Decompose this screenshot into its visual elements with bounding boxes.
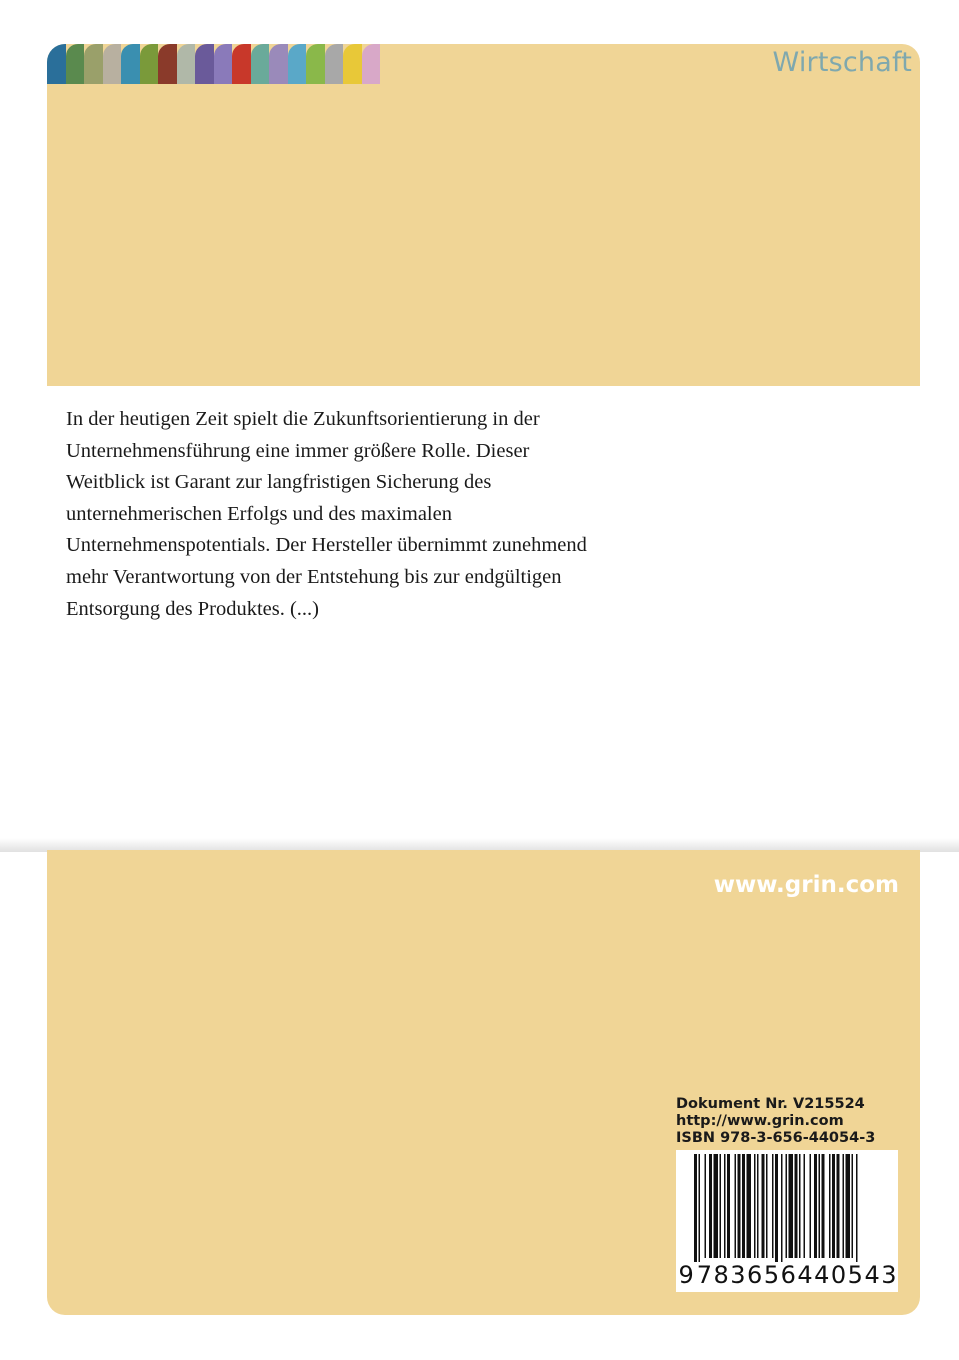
color-stripe (214, 44, 233, 84)
barcode-bar (810, 1154, 812, 1258)
blurb-line: Unternehmensführung eine immer größere Rolle. Dieser (66, 439, 530, 462)
barcode-bar (846, 1154, 851, 1258)
blurb-line: unternehmerischen Erfolgs und des maximalen (66, 502, 452, 525)
publisher-url: www.grin.com (713, 872, 899, 898)
barcode-bar (762, 1154, 765, 1258)
barcode-bar (766, 1154, 768, 1258)
color-stripe (251, 44, 270, 84)
barcode-bar (819, 1154, 821, 1258)
color-stripe (195, 44, 214, 84)
barcode-bar (856, 1154, 858, 1262)
barcode-bar (814, 1154, 817, 1258)
barcode-bar (724, 1154, 726, 1258)
barcode-bar (720, 1154, 722, 1258)
color-stripe (158, 44, 177, 84)
barcode-bar (829, 1154, 831, 1258)
publisher-web: http://www.grin.com (676, 1113, 844, 1129)
barcode-bar (837, 1154, 840, 1258)
color-stripe (306, 44, 325, 84)
blurb-line: Weitblick ist Garant zur langfristigen Sicherung des (66, 471, 492, 494)
blurb-line: Entsorgung des Produktes. (...) (66, 597, 320, 620)
barcode-digit-first: 9 (678, 1261, 695, 1289)
document-info (676, 1096, 875, 1147)
barcode-bar (804, 1154, 806, 1258)
barcode-bar (754, 1154, 756, 1258)
color-stripe (177, 44, 196, 84)
barcode-bar (738, 1154, 741, 1258)
blurb-line: In der heutigen Zeit spielt die Zukunftsorientierung in der (66, 408, 540, 430)
barcode-bar (714, 1154, 719, 1258)
isbn-number: ISBN 978-3-656-44054-3 (676, 1130, 876, 1146)
color-stripe (84, 44, 103, 84)
color-stripe (343, 44, 362, 84)
blurb-text (66, 404, 666, 625)
color-stripe (103, 44, 122, 84)
barcode-bar (799, 1154, 801, 1258)
category-label: Wirtschaft (772, 47, 912, 78)
barcode-bar (781, 1154, 783, 1262)
barcode-bar (747, 1154, 752, 1258)
barcode-digit-group-right: 440543 (797, 1261, 898, 1289)
barcode-bar (786, 1154, 788, 1258)
barcode-bar (789, 1154, 794, 1258)
blurb-line: mehr Verantwortung von der Entstehung bis zur endgültigen (66, 565, 562, 588)
barcode-bar (694, 1154, 697, 1262)
color-stripe (269, 44, 288, 84)
barcode-digits (676, 1258, 898, 1292)
color-stripe (47, 44, 66, 84)
barcode-bar (822, 1154, 825, 1258)
color-stripe (288, 44, 307, 84)
barcode (676, 1150, 898, 1292)
barcode-bars-icon (676, 1150, 898, 1262)
color-stripe (121, 44, 140, 84)
barcode-digit-group-left: 783656 (696, 1261, 798, 1289)
cover-top-panel (47, 44, 920, 386)
barcode-bar (705, 1154, 707, 1258)
barcode-bar (699, 1154, 701, 1262)
barcode-bar (775, 1154, 778, 1262)
barcode-bar (709, 1154, 712, 1258)
barcode-bar (772, 1154, 774, 1258)
blurb-line: Unternehmenspotentials. Der Hersteller übernimmt zunehmend (66, 534, 587, 557)
barcode-bar (852, 1154, 854, 1258)
color-stripe-bar (47, 44, 380, 84)
color-stripe (362, 44, 381, 84)
barcode-bar (843, 1154, 845, 1258)
color-stripe (66, 44, 85, 84)
color-stripe (232, 44, 251, 84)
color-stripe (140, 44, 159, 84)
color-stripe (325, 44, 344, 84)
barcode-bar (742, 1154, 745, 1258)
barcode-bar (832, 1154, 835, 1258)
barcode-bar (795, 1154, 798, 1258)
barcode-bar (727, 1154, 730, 1258)
document-number: Dokument Nr. V215524 (676, 1096, 865, 1112)
barcode-bar (757, 1154, 759, 1258)
barcode-bar (735, 1154, 737, 1258)
